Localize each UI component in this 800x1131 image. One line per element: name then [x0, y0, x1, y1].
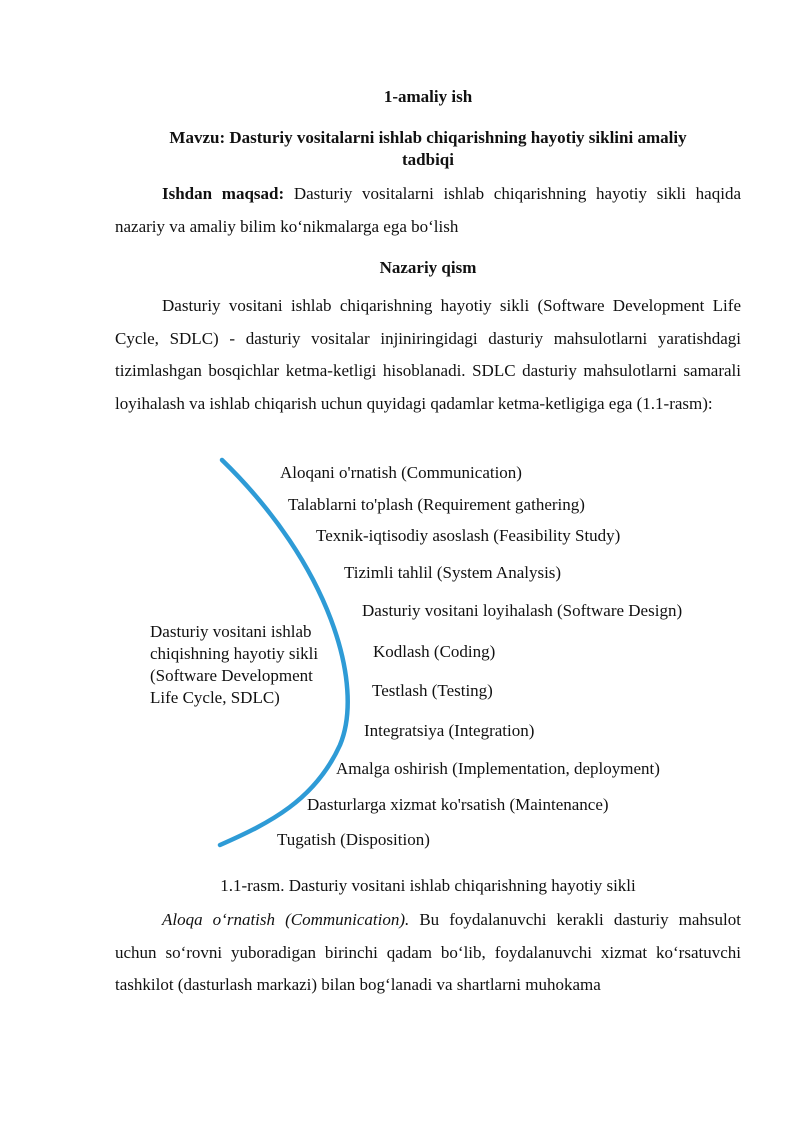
sdlc-step-design: Dasturiy vositani loyihalash (Software Design)	[362, 601, 683, 620]
sdlc-step-analysis: Tizimli tahlil (System Analysis)	[344, 563, 562, 582]
theory-paragraph: Dasturiy vositani ishlab chiqarishning hayotiy sikli (Software Development Life Cycle, SDLC) - dasturiy vositalar injiniringidagi dasturiy mahsulotlarni yaratishdagi tizimlashgan bosqichlar ketma-ketligi hisoblanadi. SDLC dasturiy mahsulotlarni samarali loyihalash va ishlab chiqarish uchun quyidagi qadamlar ketma-ketligiga ega (1.1-rasm):	[115, 296, 741, 413]
sdlc-step-testing: Testlash (Testing)	[372, 681, 493, 700]
sdlc-step-implementation: Amalga oshirish (Implementation, deployment)	[336, 759, 660, 778]
left-label-line: chiqishning hayotiy sikli	[150, 644, 319, 663]
goal-paragraph	[115, 178, 741, 243]
sdlc-step-feasibility: Texnik-iqtisodiy asoslash (Feasibility Study)	[316, 526, 621, 545]
sdlc-step-maintenance: Dasturlarga xizmat ko'rsatish (Maintenance)	[307, 795, 609, 814]
topic-line-2: tadbiqi	[402, 150, 454, 169]
sdlc-step-disposition: Tugatish (Disposition)	[277, 830, 430, 849]
goal-label: Ishdan maqsad:	[162, 184, 285, 203]
goal-text: Dasturiy vositalarni ishlab chiqarishning hayotiy sikli haqida nazariy va amaliy bilim ko‘nikmalarga ega bo‘lish	[115, 184, 741, 236]
theory-heading: Nazariy qism	[379, 258, 477, 277]
sdlc-step-coding: Kodlash (Coding)	[373, 642, 496, 661]
communication-label: Aloqa o‘rnatish (Communication).	[162, 910, 410, 929]
sdlc-step-communication: Aloqani o'rnatish (Communication)	[280, 463, 522, 482]
figure-caption: 1.1-rasm. Dasturiy vositani ishlab chiqarishning hayotiy sikli	[220, 876, 636, 895]
topic-heading	[115, 127, 741, 171]
left-label-line: Life Cycle, SDLC)	[150, 688, 280, 707]
communication-paragraph	[115, 904, 741, 1002]
sdlc-step-requirements: Talablarni to'plash (Requirement gathering)	[288, 495, 585, 514]
left-label-line: Dasturiy vositani ishlab	[150, 622, 312, 641]
sdlc-left-label	[150, 621, 350, 709]
sdlc-figure	[0, 455, 800, 855]
communication-text: Bu foydalanuvchi kerakli dasturiy mahsulot uchun so‘rovni yuboradigan birinchi qadam bo‘lib, foydalanuvchi xizmat ko‘rsatuvchi tashkilot (dasturlash markazi) bilan bog‘lanadi va shartlarni muhokama	[115, 910, 741, 994]
topic-line-1: Mavzu: Dasturiy vositalarni ishlab chiqarishning hayotiy siklini amaliy	[169, 128, 687, 147]
sdlc-step-integration: Integratsiya (Integration)	[364, 721, 535, 740]
left-label-line: (Software Development	[150, 666, 313, 685]
page-title: 1-amaliy ish	[383, 87, 473, 106]
